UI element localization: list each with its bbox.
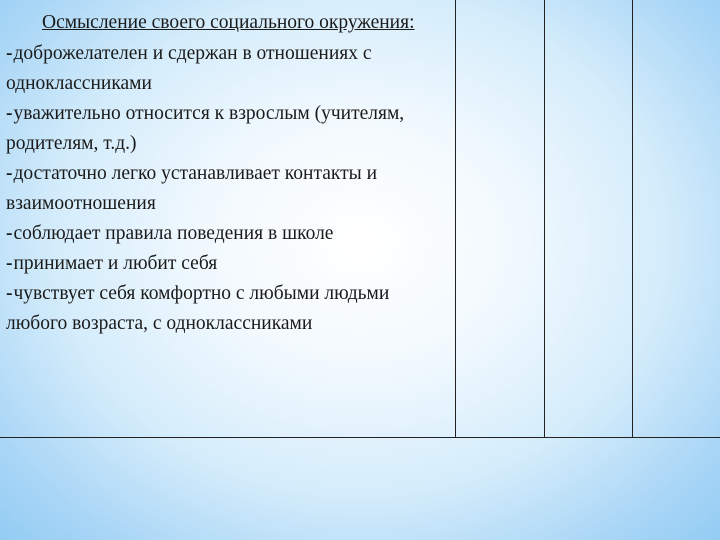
criteria-item-text: принимает и любит себя: [13, 253, 218, 274]
bullet-dash: -: [6, 163, 13, 184]
bullet-dash: -: [6, 103, 13, 124]
criteria-item: [6, 219, 451, 249]
bullet-dash: -: [6, 223, 13, 244]
criteria-item: [6, 159, 451, 219]
score-cell-2[interactable]: [544, 0, 632, 438]
bullet-dash: -: [6, 283, 13, 304]
criteria-heading: Осмысление своего социального окружения:: [41, 12, 415, 33]
criteria-item: [6, 39, 451, 99]
criteria-item: [6, 279, 451, 339]
score-cell-1[interactable]: [455, 0, 544, 438]
criteria-item: [6, 99, 451, 159]
criteria-item-text: соблюдает правила поведения в школе: [13, 223, 334, 244]
criteria-item-text: доброжелателен и сдержан в отношениях с одноклассниками: [6, 43, 372, 94]
bullet-dash: -: [6, 43, 13, 64]
criteria-item-text: чувствует себя комфортно с любыми людьми любого возраста, с одноклассниками: [6, 283, 390, 334]
criteria-item: [6, 249, 451, 279]
criteria-content: [0, 0, 455, 339]
criteria-item-text: уважительно относится к взрослым (учителям, родителям, т.д.): [6, 103, 405, 154]
score-cell-3[interactable]: [632, 0, 720, 438]
bullet-dash: -: [6, 253, 13, 274]
criteria-item-text: достаточно легко устанавливает контакты и взаимоотношения: [6, 163, 378, 214]
